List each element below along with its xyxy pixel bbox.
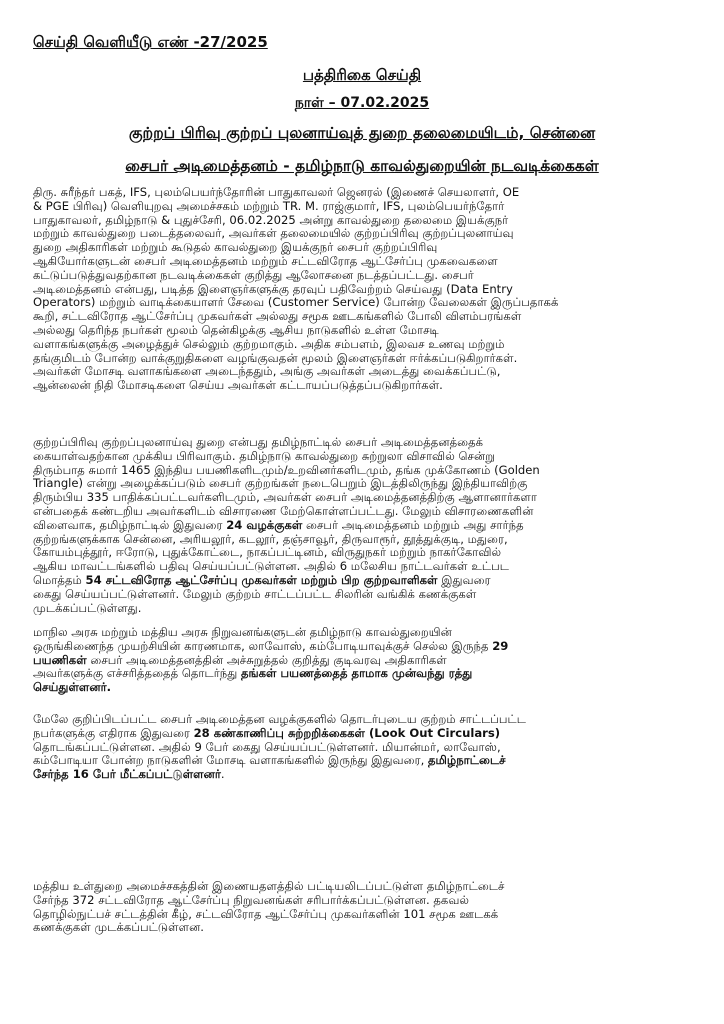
- travellers-label: பயணிகள்: [33, 653, 87, 667]
- paragraph-meeting: [33, 186, 693, 393]
- paragraph-line: கணக்குகள் முடக்கப்பட்டுள்ளன.: [33, 921, 204, 935]
- paragraph-line: மாநில அரசு மற்றும் மத்திய அரசு நிறுவனங்களுடன் தமிழ்நாடு காவல்துறையின்: [33, 626, 452, 639]
- paragraph-line: [33, 640, 693, 654]
- department-heading: குற்றப் பிரிவு குற்றப் புலனாய்வுத் துறை தலைமையிடம், சென்னை: [128, 124, 596, 142]
- text-run: ஒருங்கிணைந்த முயற்சியின் காரணமாக, லாவோஸ், கம்போடியாவுக்குச் செல்ல இருந்த: [33, 639, 493, 653]
- text-run: மொத்தம்: [33, 573, 86, 587]
- release-number: செய்தி வெளியீடு எண் -27/2025: [33, 33, 268, 51]
- paragraph-line: வளாகங்களுக்கு அழைத்துச் செல்லும் குற்றமாகும். அதிக சம்பளம், இலவச உணவு மற்றும்: [33, 337, 505, 351]
- lookout-circular-count: 28 கண்காணிப்பு சுற்றறிக்கைகள் (Look Out Circulars): [193, 726, 501, 740]
- paragraph-line: Operators) மற்றும் வாடிக்கையாளர் சேவை (Customer Service) போன்ற வேலைகள் இருப்பதாகக்: [33, 296, 559, 310]
- paragraph-line: தொடங்கப்பட்டுள்ளன. அதில் 9 பேர் கைது செய்யப்பட்டுள்ளனர். மியான்மர், லாவோஸ்,: [33, 740, 501, 754]
- paragraph-line: துறை அதிகாரிகள் மற்றும் கூடுதல் காவல்துறை இயக்குநர் சைபர் குற்றப்பிரிவு: [33, 241, 438, 255]
- press-release-heading: பத்திரிகை செய்தி: [302, 66, 422, 84]
- arrest-count: 54 சட்டவிரோத ஆட்சேர்ப்பு முகவர்கள் மற்றும் பிற குற்றவாளிகள்: [85, 573, 438, 587]
- paragraph-line: [33, 727, 693, 741]
- rescued-note: சேர்ந்த 16 பேர் மீட்கப்பட்டுள்ளனர்: [33, 768, 221, 782]
- paragraph-line: அல்லது தெரிந்த நபர்கள் மூலம் தென்கிழக்கு ஆசிய நாடுகளில் உள்ள மோசடி: [33, 323, 439, 337]
- paragraph-line: [33, 681, 693, 695]
- case-count: 24 வழக்குகள்: [226, 518, 303, 532]
- subject-heading: சைபர் அடிமைத்தனம் - தமிழ்நாடு காவல்துறையின் நடவடிக்கைகள்: [125, 157, 599, 175]
- paragraph-line: என்பதைக் கண்டறிய அவர்களிடம் விசாரணை மேற்கொள்ளப்பட்டது. மேலும் விசாரணைகளின்: [33, 504, 534, 518]
- paragraph-line: திரும்பிய 335 பாதிக்கப்பட்டவர்களிடமும், அவர்கள் சைபர் அடிமைத்தனத்திற்கு ஆளானார்களா: [33, 491, 537, 505]
- paragraph-line: Triangle) என்று அழைக்கப்படும் சைபர் குற்றங்கள் நடைபெறும் இடத்திலிருந்து இந்தியாவிற்கு: [33, 477, 528, 491]
- text-run: சைபர் அடிமைத்தனம் மற்றும் அது சார்ந்த: [302, 518, 524, 532]
- paragraph-line: கட்டுப்படுத்துவதற்கான நடவடிக்கைகள் குறித்து ஆலோசனை நடத்தப்பட்டது. சைபர்: [33, 268, 474, 282]
- paragraph-line: திரும்பாத சுமார் 1465 இந்திய பயணிகளிடமும்/உறவினர்களிடமும், தங்க முக்கோணம் (Golden: [33, 463, 540, 477]
- text-run: நபர்களுக்கு எதிராக இதுவரை: [33, 726, 194, 740]
- traveller-count: 29: [492, 639, 509, 653]
- paragraph-agencies-verified: [33, 880, 693, 935]
- paragraph-line: சேர்ந்த 372 சட்டவிரோத ஆட்சேர்ப்பு நிறுவனங்கள் சரிபார்க்கப்பட்டுள்ளன. தகவல்: [33, 893, 470, 907]
- paragraph-travel-cancelled: [33, 626, 693, 695]
- release-date: நாள் – 07.02.2025: [294, 95, 430, 111]
- paragraph-line: ஆகிய மாவட்டங்களில் பதிவு செய்யப்பட்டுள்ளன. அதில் 6 மலேசிய நாட்டவர்கள் உட்பட: [33, 560, 509, 574]
- text-run: அவர்களுக்கு எச்சரித்ததைத் தொடர்ந்து: [33, 667, 241, 681]
- paragraph-line: அடிமைத்தனம் என்பது, படித்த இளைஞர்களுக்கு தரவுப் பதிவேற்றம் செய்வது (Data Entry: [33, 282, 513, 296]
- paragraph-investigation: [33, 436, 693, 615]
- paragraph-line: [33, 754, 693, 768]
- paragraph-line: [33, 654, 693, 668]
- cancellation-note: தங்கள் பயணத்தைத் தாமாக முன்வந்து ரத்து: [240, 667, 473, 681]
- paragraph-line: கூறி, சட்டவிரோத ஆட்சேர்ப்பு முகவர்கள் அல்லது சமூக ஊடகங்களில் போலி விளம்பரங்கள்: [33, 310, 522, 324]
- paragraph-line: [33, 667, 693, 681]
- paragraph-line: [33, 768, 693, 782]
- paragraph-line: & PGE பிரிவு) வெளியுறவு அமைச்சகம் மற்றும் TR. M. ராஜ்குமார், IFS, புலம்பெயர்ந்தோர்: [33, 199, 505, 213]
- cancellation-note: செய்துள்ளனர்.: [33, 681, 112, 695]
- paragraph-line: மத்திய உள்துறை அமைச்சகத்தின் இணையதளத்தில் பட்டியலிடப்பட்டுள்ள தமிழ்நாட்டைச்: [33, 880, 505, 893]
- paragraph-line: தங்குமிடம் போன்ற வாக்குறுதிகளை வழங்குவதன் மூலம் இளைஞர்கள் ஈர்க்கப்படுகிறார்கள்.: [33, 351, 518, 365]
- paragraph-line: ஆன்லைன் நிதி மோசடிகளை செய்ய அவர்கள் கட்டாயப்படுத்தப்படுகிறார்கள்.: [33, 379, 443, 393]
- paragraph-line: தொழில்நுட்பச் சட்டத்தின் கீழ், சட்டவிரோத ஆட்சேர்ப்பு முகவர்களின் 101 சமூக ஊடகக்: [33, 907, 499, 921]
- text-run: கம்போடியா போன்ற நாடுகளின் மோசடி வளாகங்களில் இருந்து இதுவரை,: [33, 754, 428, 768]
- paragraph-line: மற்றும் காவல்துறை படைத்தலைவர், அவர்கள் தலைமையில் குற்றப்பிரிவு குற்றப்புலனாய்வு: [33, 227, 514, 241]
- paragraph-line: குற்றங்களுக்காக சென்னை, அரியலூர், கடலூர், தஞ்சாவூர், திருவாரூர், தூத்துக்குடி, மதுரை,: [33, 532, 508, 546]
- paragraph-line: குற்றப்பிரிவு குற்றப்புலனாய்வு துறை என்பது தமிழ்நாட்டில் சைபர் அடிமைத்தனத்தைக்: [33, 436, 484, 449]
- paragraph-line: ஆகியோர்களுடன் சைபர் அடிமைத்தனம் மற்றும் சட்டவிரோத ஆட்சேர்ப்பு முகவைகளை: [33, 254, 498, 268]
- paragraph-lookout-circulars: [33, 713, 693, 782]
- text-run: இதுவரை: [437, 573, 491, 587]
- paragraph-line: மேலே குறிப்பிடப்பட்ட சைபர் அடிமைத்தன வழக்குகளில் தொடர்புடைய குற்றம் சாட்டப்பட்ட: [33, 713, 527, 726]
- paragraph-line: அவர்கள் மோசடி வளாகங்களை அடைந்ததும், அங்கு அவர்கள் அடைத்து வைக்கப்பட்டு,: [33, 365, 501, 379]
- paragraph-line: முடக்கப்பட்டுள்ளது.: [33, 601, 142, 615]
- paragraph-line: [33, 574, 693, 588]
- text-run: விளைவாக, தமிழ்நாட்டில் இதுவரை: [33, 518, 227, 532]
- paragraph-line: கையாள்வதற்கான முக்கிய பிரிவாகும். தமிழ்நாடு காவல்துறை சுற்றுலா விசாவில் சென்று: [33, 449, 495, 463]
- paragraph-line: கைது செய்யப்பட்டுள்ளனர். மேலும் குற்றம் சாட்டப்பட்ட சிலரின் வங்கிக் கணக்குகள்: [33, 587, 477, 601]
- paragraph-line: திரு. சுரீந்தர் பகத், IFS, புலம்பெயர்ந்தோரின் பாதுகாவலர் ஜெனரல் (இணைச் செயலாளர், OE: [33, 186, 520, 199]
- text-run: சைபர் அடிமைத்தனத்தின் அச்சுறுத்தல் குறித்து குடிவரவு அதிகாரிகள்: [86, 653, 447, 667]
- paragraph-line: கோயம்புத்தூர், ஈரோடு, புதுக்கோட்டை, நாகப்பட்டினம், விருதுநகர் மற்றும் நாகர்கோவில்: [33, 546, 502, 560]
- paragraph-line: [33, 519, 693, 533]
- paragraph-line: பாதுகாவலர், தமிழ்நாடு & புதுச்சேரி, 06.02.2025 அன்று காவல்துறை தலைமை இயக்குநர்: [33, 213, 509, 227]
- rescued-note: தமிழ்நாட்டைச்: [427, 754, 506, 768]
- text-run: .: [220, 768, 225, 782]
